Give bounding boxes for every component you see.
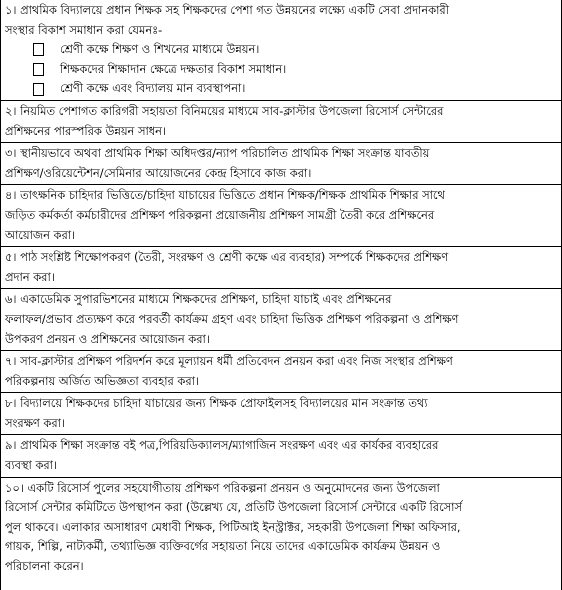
item-line: পরিকল্পনায় অর্জিত অভিজ্ঞতা ব্যবহার করা।	[5, 373, 200, 388]
item-line: ১০। একটি রিসোর্স পুলের সহযোগীতায় প্রশিক্ষণ পরিকল্পনা প্রনয়ন ও অনুমোদনের জন্য উপজেলা	[5, 480, 440, 495]
item-line: সংস্থার বিকাশ সমাধান করা যেমনঃ-	[5, 22, 163, 37]
checkbox-icon	[33, 63, 44, 76]
item-line: ৯। প্রাথমিক শিক্ষা সংক্রান্ত বই পত্র,পিরিয়ডিক্যালস/ম্যাগাজিন সংরক্ষণ এবং এর কার্যকর ব্যবহারের	[5, 438, 439, 453]
item-line: প্রশিক্ষণ/ওরিয়েন্টেশন/সেমিনার আয়োজনের কেন্দ্র হিসাবে কাজ করা।	[5, 165, 312, 180]
list-item-8	[1, 393, 561, 435]
item-line: পুল থাকবে। এলাকার অসাধারণ মেধাবী শিক্ষক, পিটিআই ইনস্ট্রাক্টর, সহকারী উপজেলা শিক্ষা অফিসার,	[5, 519, 461, 534]
item-line: ব্যবস্থা করা।	[5, 458, 58, 473]
sub-item-3	[5, 79, 557, 99]
item-line: ২। নিয়মিত পেশাগত কারিগরী সহায়তা বিনিময়ের মাধ্যমে সাব-ক্লাস্টার উপজেলা রিসোর্স সেন্টারের	[5, 103, 444, 118]
sub-item-text: শিক্ষকদের শিক্ষাদান ক্ষেত্রে দক্ষতার বিকাশ সমাধান।	[60, 61, 287, 76]
list-item-5	[1, 247, 561, 289]
item-line: ৬। একাডেমিক সুপারভিশনের মাধ্যমে শিক্ষকদের প্রশিক্ষণ, চাহিদা যাচাই এবং প্রশিক্ষনের	[5, 292, 392, 307]
list-item-7	[1, 351, 561, 393]
item-line: প্রশিক্ষনের পারস্পরিক উন্নয়ন সাধন।	[5, 123, 167, 138]
item-line: গায়ক, শিল্পি, নাট্যকর্মী, তথ্যাভিজ্ঞ ব্যক্তিবর্গের সহায়তা নিয়ে তাদের একাডেমিক কার্যক্রম উন্নয়ন ও	[5, 539, 441, 554]
item-line: ৩। স্থানীয়ভাবে অথবা প্রাথমিক শিক্ষা অধিদপ্তর/ন্যাপ পরিচালিত প্রাথমিক শিক্ষা সংক্রান্ত যাবতীয়	[5, 146, 430, 161]
sub-item-2	[5, 60, 557, 80]
sub-item-text: শ্রেণী কক্ষে শিক্ষণ ও শিখনের মাধ্যমে উন্নয়ন।	[60, 42, 260, 57]
item-line: সংরক্ষণ করা।	[5, 415, 66, 430]
item-line: রিসোর্স সেন্টার কমিটিতে উপস্থাপন করা (উল্লেখ্য যে, প্রতিটি উপজেলা রিসোর্স সেন্টারে একটি রিসোর্স	[5, 500, 463, 515]
list-item-3	[1, 143, 561, 185]
item-line: ৮। বিদ্যালয়ে শিক্ষকদের চাহিদা যাচায়ের জন্য শিক্ষক প্রোফাইলসহ বিদ্যালয়ের মান সংক্রান্ত তথ্য	[5, 396, 428, 411]
item-line: জড়িত কর্মকর্তা কর্মচারীদের প্রশিক্ষণ পরিকল্পনা প্রয়োজনীয় প্রশিক্ষণ সামগ্রী তৈরী করে প্রশিক্ষনের	[5, 207, 435, 222]
checkbox-icon	[33, 43, 44, 56]
list-item-6	[1, 289, 561, 351]
item-line: ফলাফল/প্রভাব প্রত্যক্ষণ করে পরবর্তী কার্যক্রম গ্রহণ এবং চাহিদা ভিত্তিক প্রশিক্ষণ পরিকল্পনা ও প্রশিক্ষণ	[5, 311, 459, 326]
list-item-2	[1, 101, 561, 143]
sub-item-1	[5, 40, 557, 60]
item-line: ১। প্রাথমিক বিদ্যালয়ে প্রধান শিক্ষক সহ শিক্ষকদের পেশা গত উন্নয়নের লক্ষ্যে একটি সেবা প্রদানকারী	[5, 3, 449, 17]
sub-item-text: শ্রেণী কক্ষে এবং বিদ্যালয় মান ব্যবস্থাপনা।	[60, 81, 246, 96]
list-item-9	[1, 435, 561, 477]
item-line: ৪। তাৎক্ষনিক চাহিদার ভিত্তিতে/চাহিদা যাচায়ের ভিত্তিতে প্রধান শিক্ষক/শিক্ষক প্রাথমিক শিক্ষার সাথে	[5, 188, 445, 203]
item-line: পরিচালনা করেন।	[5, 559, 84, 574]
item-line: ৫। পাঠ সংশ্লিষ্ট শিক্ষোপকরণ (তৈরী, সংরক্ষণ ও শ্রেণী কক্ষে এর ব্যবহার) সম্পর্কে শিক্ষকদের প্রশিক্ষণ	[5, 250, 449, 265]
item-line: উপকরণ প্রনয়ন ও প্রশিক্ষনের আয়োজন করা।	[5, 331, 210, 346]
checkbox-icon	[33, 83, 44, 96]
item-line: ৭। সাব-ক্লাস্টার প্রশিক্ষণ পরিদর্শন করে মূল্যায়ন ধর্মী প্রতিবেদন প্রনয়ন করা এবং নিজ সংস্থার প্রশিক্ষণ	[5, 354, 453, 369]
item-line: প্রদান করা।	[5, 269, 55, 284]
list-item-10	[1, 478, 561, 578]
list-item-4	[1, 185, 561, 247]
item-line: আয়োজন করা।	[5, 227, 76, 242]
list-item-1	[1, 0, 561, 101]
